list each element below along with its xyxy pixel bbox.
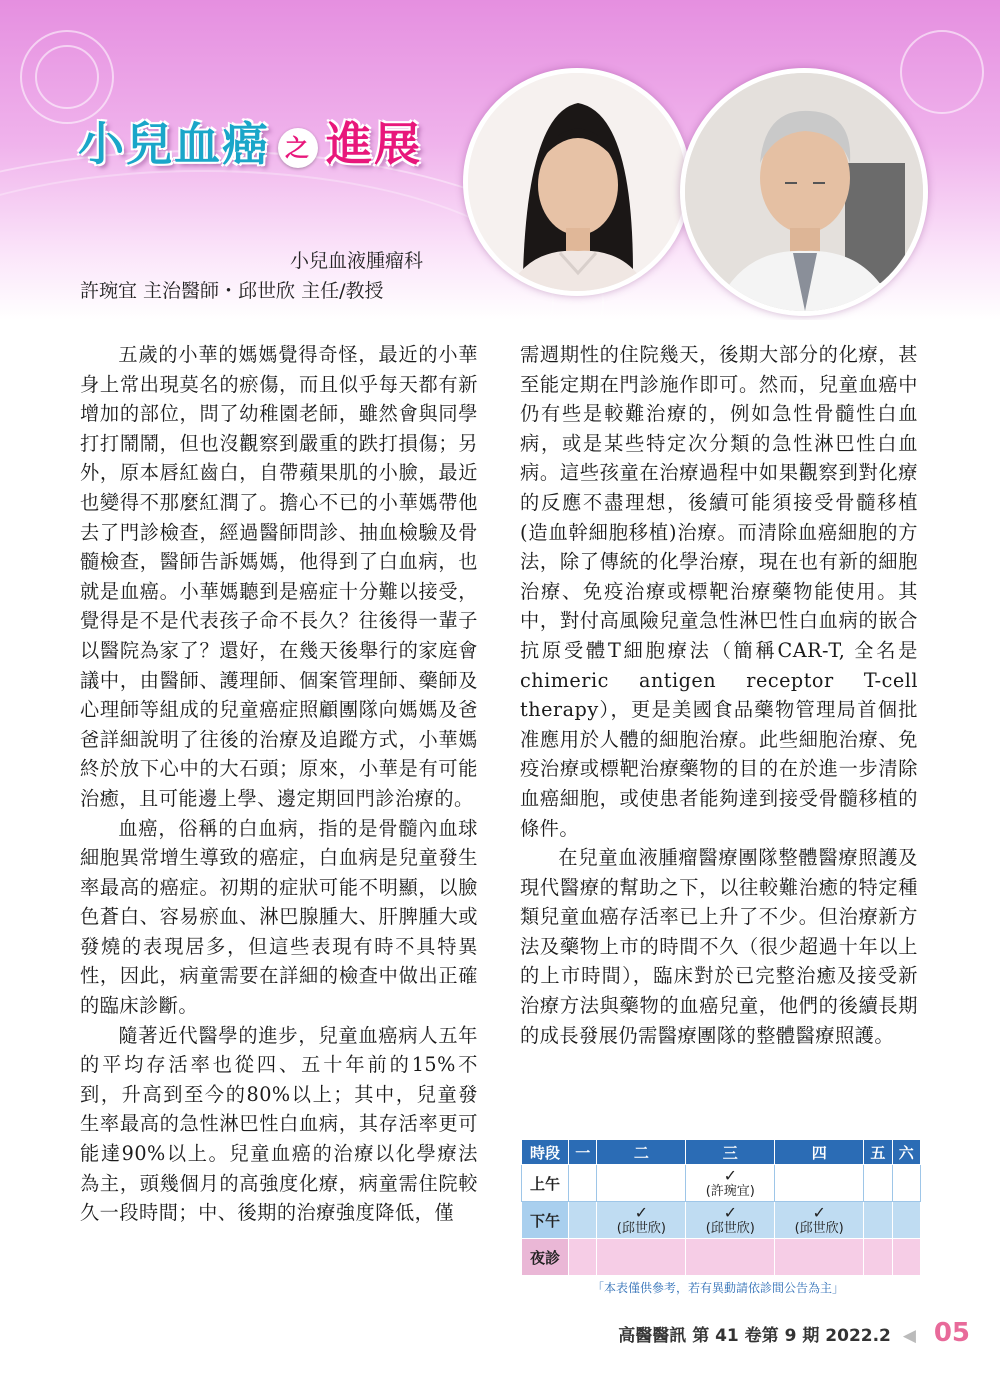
- schedule-cell: [597, 1165, 686, 1202]
- row-label: 下午: [522, 1202, 569, 1239]
- row-label: 上午: [522, 1165, 569, 1202]
- decorative-circle: [900, 30, 984, 114]
- paragraph: 在兒童血液腫瘤醫療團隊整體醫療照護及現代醫療的幫助之下，以往較難治癒的特定種類兒童血癌存活率已上升了不少。但治療新方法及藥物上市的時間不久（很少超過十年以上的上市時間），臨床對於已完整治癒及接受新治療方法與藥物的血癌兒童，他們的後續長期的成長發展仍需醫療團隊的整體醫療照護。: [520, 846, 918, 1047]
- paragraph: 五歲的小華的媽媽覺得奇怪，最近的小華身上常出現莫名的瘀傷，而且似乎每天都有新增加的部位，問了幼稚園老師，雖然會與同學打打鬧鬧，但也沒觀察到嚴重的跌打損傷；另外，原本唇紅齒白，自帶蘋果肌的小臉，最近也變得不那麼紅潤了。擔心不已的小華媽帶他去了門診檢查，經過醫師問診、抽血檢驗及骨髓檢查，醫師告訴媽媽，他得到了白血病，也就是血癌。小華媽聽到是癌症十分難以接受，覺得是不是代表孩子命不長久？往後得一輩子以醫院為家了？還好，在幾天後舉行的家庭會議中，由醫師、護理師、個案管理師、藥師及心理師等組成的兒童癌症照顧團隊向媽媽及爸爸詳細說明了往後的治療及追蹤方式，小華媽終於放下心中的大石頭；原來，小華是有可能治癒，且可能邊上學、邊定期回門診治療的。: [80, 343, 478, 810]
- doctor-name: (許琬宜): [705, 1183, 755, 1199]
- schedule-cell: [892, 1202, 920, 1239]
- schedule-row-evening: [522, 1239, 921, 1276]
- schedule-cell: [569, 1202, 597, 1239]
- paragraph: 隨著近代醫學的進步，兒童血癌病人五年的平均存活率也從四、五十年前的15%不到，升高到至今的80%以上；其中，兒童發生率最高的急性淋巴性白血病，其存活率更可能達90%以上。兒童血癌的治療以化學療法為主，頭幾個月的高強度化療，病童需住院較久一段時間；中、後期的治療強度降低，僅: [80, 1023, 478, 1225]
- schedule-note: 「本表僅供參考，若有異動請依診間公告為主」: [592, 1281, 845, 1295]
- page-title: [78, 108, 422, 174]
- schedule-header: 五: [864, 1140, 892, 1165]
- check-icon: ✓: [723, 1202, 737, 1222]
- schedule-header-row: [522, 1140, 921, 1165]
- schedule-header: 一: [569, 1140, 597, 1165]
- title-part2: 進展: [326, 117, 422, 171]
- issue-label: 第 41 卷第 9 期: [692, 1326, 820, 1346]
- schedule-cell: [686, 1165, 775, 1202]
- doctor-name: (邱世欣): [616, 1220, 666, 1236]
- date-label: 2022.2: [825, 1326, 891, 1346]
- schedule-row-afternoon: [522, 1202, 921, 1239]
- schedule-header: 六: [892, 1140, 920, 1165]
- schedule-row-morning: [522, 1165, 921, 1202]
- page-number: 05: [933, 1318, 970, 1348]
- schedule-cell: [569, 1165, 597, 1202]
- authors-label: 許琬宜 主治醫師・邱世欣 主任/教授: [80, 280, 384, 302]
- schedule-cell: [775, 1239, 864, 1276]
- journal-name: 高醫醫訊: [618, 1326, 687, 1346]
- article-column-left: [80, 340, 478, 1228]
- paragraph: 血癌，俗稱的白血病，指的是骨髓內血球細胞異常增生導致的癌症，白血病是兒童發生率最高的癌症。初期的症狀可能不明顯，以臉色蒼白、容易瘀血、淋巴腺腫大、肝脾腫大或發燒的表現居多，但這些表現有時不具特異性，因此，病童需要在詳細的檢查中做出正確的臨床診斷。: [80, 816, 478, 1018]
- article-column-right: [520, 340, 918, 1050]
- author-photo-female: [463, 68, 691, 296]
- doctor-name: (邱世欣): [705, 1220, 755, 1236]
- schedule-cell: [775, 1165, 864, 1202]
- triangle-left-icon: ◀: [902, 1326, 916, 1346]
- schedule-header: 時段: [522, 1140, 569, 1165]
- schedule-cell: [686, 1239, 775, 1276]
- author-photo-male: [680, 68, 928, 316]
- schedule-cell: [864, 1202, 892, 1239]
- department-label: 小兒血液腫瘤科: [290, 250, 424, 272]
- schedule-cell: [569, 1239, 597, 1276]
- title-part1: 小兒血癌: [78, 117, 270, 171]
- row-label: 夜診: [522, 1239, 569, 1276]
- schedule-cell: [597, 1202, 686, 1239]
- schedule-cell: [597, 1239, 686, 1276]
- page-footer: [618, 1318, 970, 1348]
- doctor-name: (邱世欣): [794, 1220, 844, 1236]
- schedule-header: 三: [686, 1140, 775, 1165]
- schedule-header: 四: [775, 1140, 864, 1165]
- portrait-image: [468, 73, 686, 291]
- schedule-cell: [864, 1165, 892, 1202]
- header-banner: [0, 0, 1000, 320]
- decorative-circle: [35, 45, 99, 109]
- clinic-schedule-table: [521, 1139, 921, 1276]
- schedule-cell: [892, 1239, 920, 1276]
- portrait-image: [685, 73, 923, 311]
- check-icon: ✓: [723, 1165, 737, 1185]
- schedule-header: 二: [597, 1140, 686, 1165]
- schedule-cell: [686, 1202, 775, 1239]
- title-connector: 之: [278, 128, 318, 168]
- check-icon: ✓: [812, 1202, 826, 1222]
- check-icon: ✓: [634, 1202, 649, 1222]
- schedule-cell: [892, 1165, 920, 1202]
- schedule-cell: [864, 1239, 892, 1276]
- paragraph-continued: 需週期性的住院幾天，後期大部分的化療，甚至能定期在門診施作即可。然而，兒童血癌中仍有些是較難治療的，例如急性骨髓性白血病，或是某些特定次分類的急性淋巴性白血病。這些孩童在治療過程中如果觀察到對化療的反應不盡理想，後續可能須接受骨髓移植(造血幹細胞移植)治療。而清除血癌細胞的方法，除了傳統的化學治療，現在也有新的細胞治療、免疫治療或標靶治療藥物能使用。其中，對付高風險兒童急性淋巴性白血病的嵌合抗原受體T細胞療法（簡稱CAR-T, 全名是chimeric antigen receptor T-cell therapy），更是美國食品藥物管理局首個批准應用於人體的細胞治療。此些細胞治療、免疫治療或標靶治療藥物的目的在於進一步清除血癌細胞，或使患者能夠達到接受骨髓移植的條件。: [520, 343, 918, 840]
- schedule-cell: [775, 1202, 864, 1239]
